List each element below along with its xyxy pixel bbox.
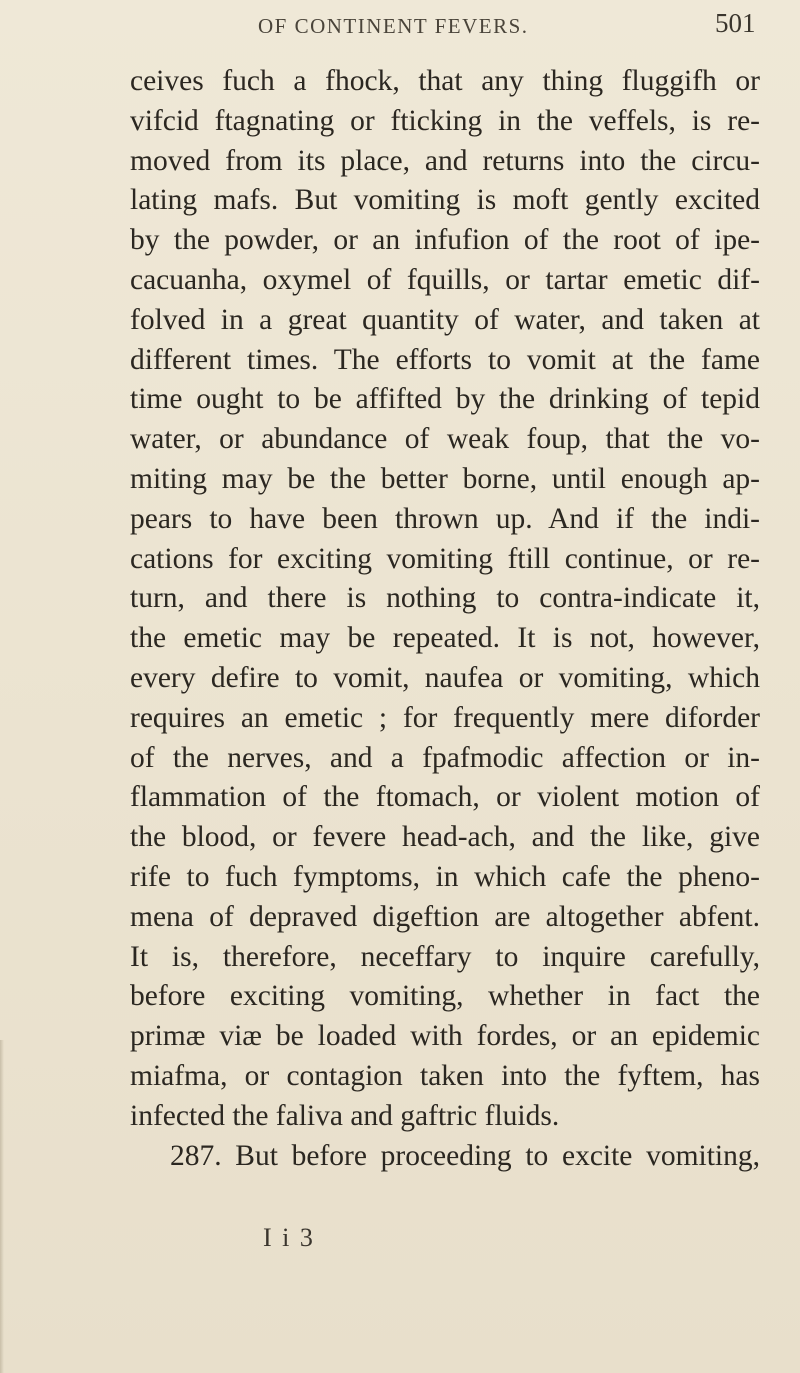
page-number: 501	[715, 8, 756, 38]
text-line: requires an emetic ; for frequently mere diforder	[130, 701, 760, 734]
text-line: cations for exciting vomiting ftill continue, or re-	[130, 542, 760, 575]
text-line: water, or abundance of weak foup, that the vo-	[130, 423, 760, 456]
text-line: ceives fuch a fhock, that any thing fluggifh or	[130, 65, 760, 97]
text-line: rife to fuch fymptoms, in which cafe the pheno-	[130, 860, 760, 893]
text-line: miafma, or contagion taken into the fyftem, has	[130, 1059, 760, 1092]
text-line: before exciting vomiting, whether in fact the	[130, 980, 760, 1013]
text-line: miting may be the better borne, until enough ap-	[130, 462, 760, 495]
text-line: by the powder, or an infufion of the root of ipe-	[130, 224, 760, 257]
text-line: of the nerves, and a fpafmodic affection or in-	[130, 741, 760, 774]
text-line: infected the faliva and gaftric fluids.	[130, 1099, 560, 1132]
text-line: turn, and there is nothing to contra-indicate it,	[130, 582, 760, 615]
text-line: folved in a great quantity of water, and taken at	[130, 303, 760, 336]
page-edge-shadow	[0, 1040, 4, 1373]
text-line: primæ viæ be loaded with fordes, or an epidemic	[130, 1020, 760, 1053]
text-line: the emetic may be repeated. It is not, however,	[130, 622, 760, 655]
text-line: cacuanha, oxymel of fquills, or tartar emetic dif-	[130, 263, 760, 296]
text-line: pears to have been thrown up. And if the indi-	[130, 502, 760, 535]
body-text	[130, 62, 760, 1176]
text-line: vifcid ftagnating or fticking in the veffels, is re-	[130, 104, 760, 137]
text-line: moved from its place, and returns into the circu-	[130, 144, 760, 177]
signature-mark: I i 3	[263, 1223, 315, 1252]
running-head: OF CONTINENT FEVERS.	[258, 14, 529, 38]
text-line: every defire to vomit, naufea or vomiting, which	[130, 661, 760, 694]
text-line: It is, therefore, neceffary to inquire carefully,	[130, 940, 760, 973]
text-line: mena of depraved digeftion are altogether abfent.	[130, 900, 760, 933]
text-line: flammation of the ftomach, or violent motion of	[130, 781, 760, 814]
text-line: lating mafs. But vomiting is moft gently excited	[130, 184, 760, 217]
text-line: the blood, or fevere head-ach, and the like, give	[130, 821, 760, 854]
paragraph-start-line: 287. But before proceeding to excite vomiting,	[170, 1139, 760, 1172]
text-line: time ought to be affifted by the drinking of tepid	[130, 383, 760, 416]
text-line: different times. The efforts to vomit at the fame	[130, 343, 760, 376]
